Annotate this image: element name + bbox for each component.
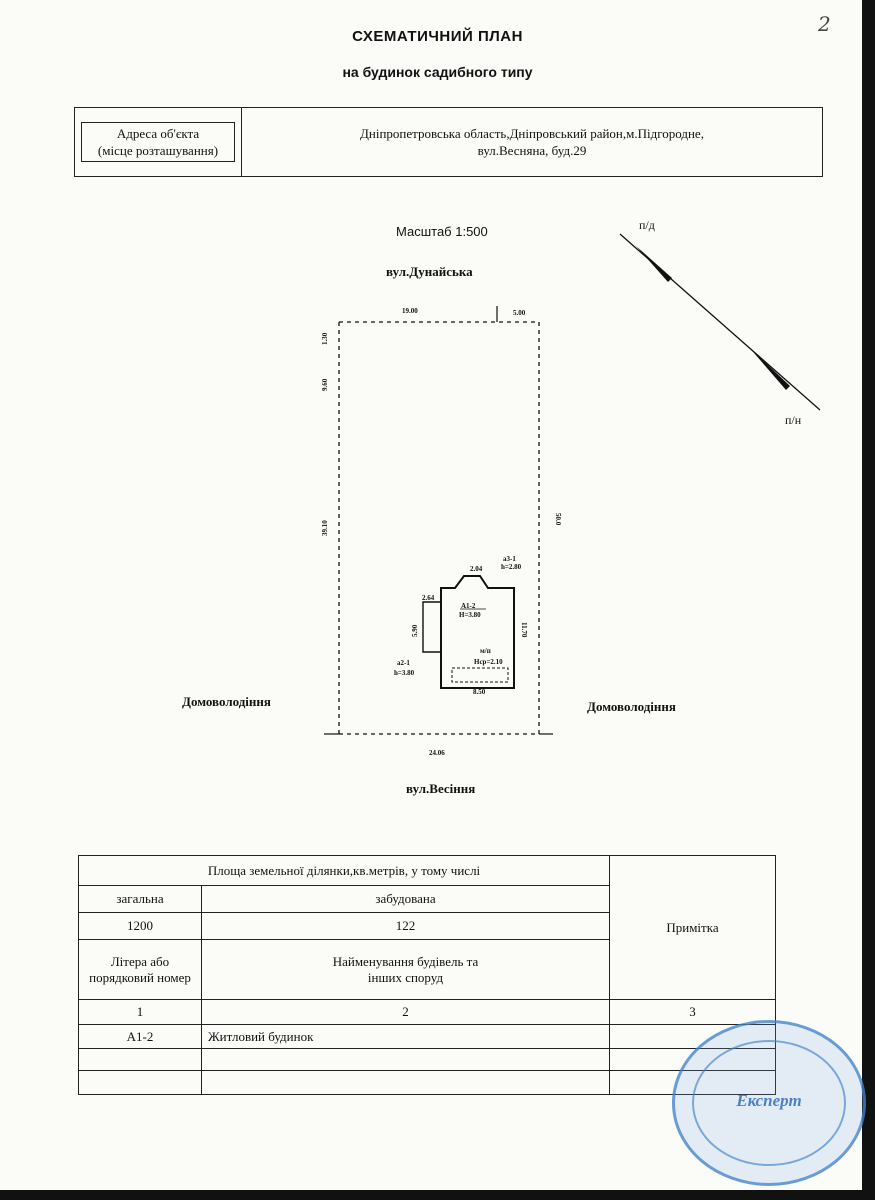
col-total-header: загальна: [79, 886, 202, 913]
dim-house-height: 11.70: [520, 622, 528, 638]
dim-left-mid: 9.60: [321, 378, 329, 391]
dim-left-long: 39.10: [321, 520, 329, 536]
page-number: 2: [818, 12, 831, 36]
neighbor-left-label: Домоволодіння: [182, 694, 271, 709]
scale-label: Масштаб 1:500: [396, 224, 488, 239]
row-name: Житловий будинок: [202, 1025, 610, 1049]
row-code: А1-2: [79, 1025, 202, 1049]
annex-code: а2-1: [397, 659, 410, 667]
plot-boundary: [339, 322, 539, 734]
north-arrow: [620, 234, 820, 410]
house-footprint: [423, 576, 514, 688]
col-built-header: забудована: [202, 886, 610, 913]
dim-right-long: 50.0: [554, 513, 562, 526]
scan-border: [0, 1190, 875, 1200]
row-code: [79, 1071, 202, 1095]
bay-code: а3-1: [503, 555, 516, 563]
col-num-2: 2: [202, 1000, 610, 1025]
dim-house-width: 8.50: [473, 688, 486, 696]
street-top-label: вул.Дунайська: [386, 264, 473, 279]
col-num-1: 1: [79, 1000, 202, 1025]
built-area: 122: [202, 913, 610, 940]
total-area: 1200: [79, 913, 202, 940]
dim-annex-width: 2.64: [422, 594, 435, 602]
dim-top-left: 19.00: [402, 307, 418, 315]
table-row: [79, 1071, 776, 1095]
dim-annex-height: 5.90: [411, 624, 419, 637]
col1-header: Літера або порядковий номер: [79, 940, 202, 1000]
dim-bottom: 24.06: [429, 749, 445, 757]
row-name: [202, 1049, 610, 1071]
street-bottom-label: вул.Весіння: [406, 781, 476, 796]
stamp-inner-ring: [692, 1040, 846, 1166]
col2-header: Найменування будівель та інших споруд: [202, 940, 610, 1000]
basement-code: м/п: [480, 647, 491, 655]
neighbor-right-label: Домоволодіння: [587, 699, 676, 714]
area-header: Площа земельної ділянки,кв.метрів, у тому числі: [79, 856, 610, 886]
address-value-line2: вул.Весняна, буд.29: [477, 143, 587, 158]
address-label-note: (місце розташування): [97, 143, 219, 158]
col-num-3: 3: [610, 1000, 776, 1025]
row-name: [202, 1071, 610, 1095]
note-header: Примітка: [610, 856, 776, 1000]
document-subtitle: на будинок садибного типу: [342, 64, 533, 80]
bay-height: h=2.80: [501, 563, 522, 571]
document-title: СХЕМАТИЧНИЙ ПЛАН: [352, 28, 523, 45]
house-code: А1-2: [461, 602, 476, 610]
dim-top-right: 5.00: [513, 309, 526, 317]
basement-height: Нср=2.10: [474, 658, 503, 666]
dim-bay-width: 2.04: [470, 565, 483, 573]
annex-height-label: h=3.80: [394, 669, 415, 677]
address-label: Адреса об'єкта: [116, 126, 200, 141]
basement-outline: [452, 668, 508, 682]
north-bottom-label: п/н: [785, 413, 802, 427]
stamp-word: Експерт: [736, 1091, 802, 1110]
north-top-label: п/д: [639, 218, 655, 232]
table-row: [79, 1049, 776, 1071]
dim-left-small: 1.30: [321, 332, 329, 345]
land-area-table: [78, 855, 776, 1095]
house-height: Н=3.80: [459, 611, 481, 619]
official-stamp: [672, 1020, 866, 1186]
row-code: [79, 1049, 202, 1071]
table-row: [79, 1025, 776, 1049]
address-value-line1: Дніпропетровська область,Дніпровський район,м.Підгородне,: [360, 126, 704, 141]
